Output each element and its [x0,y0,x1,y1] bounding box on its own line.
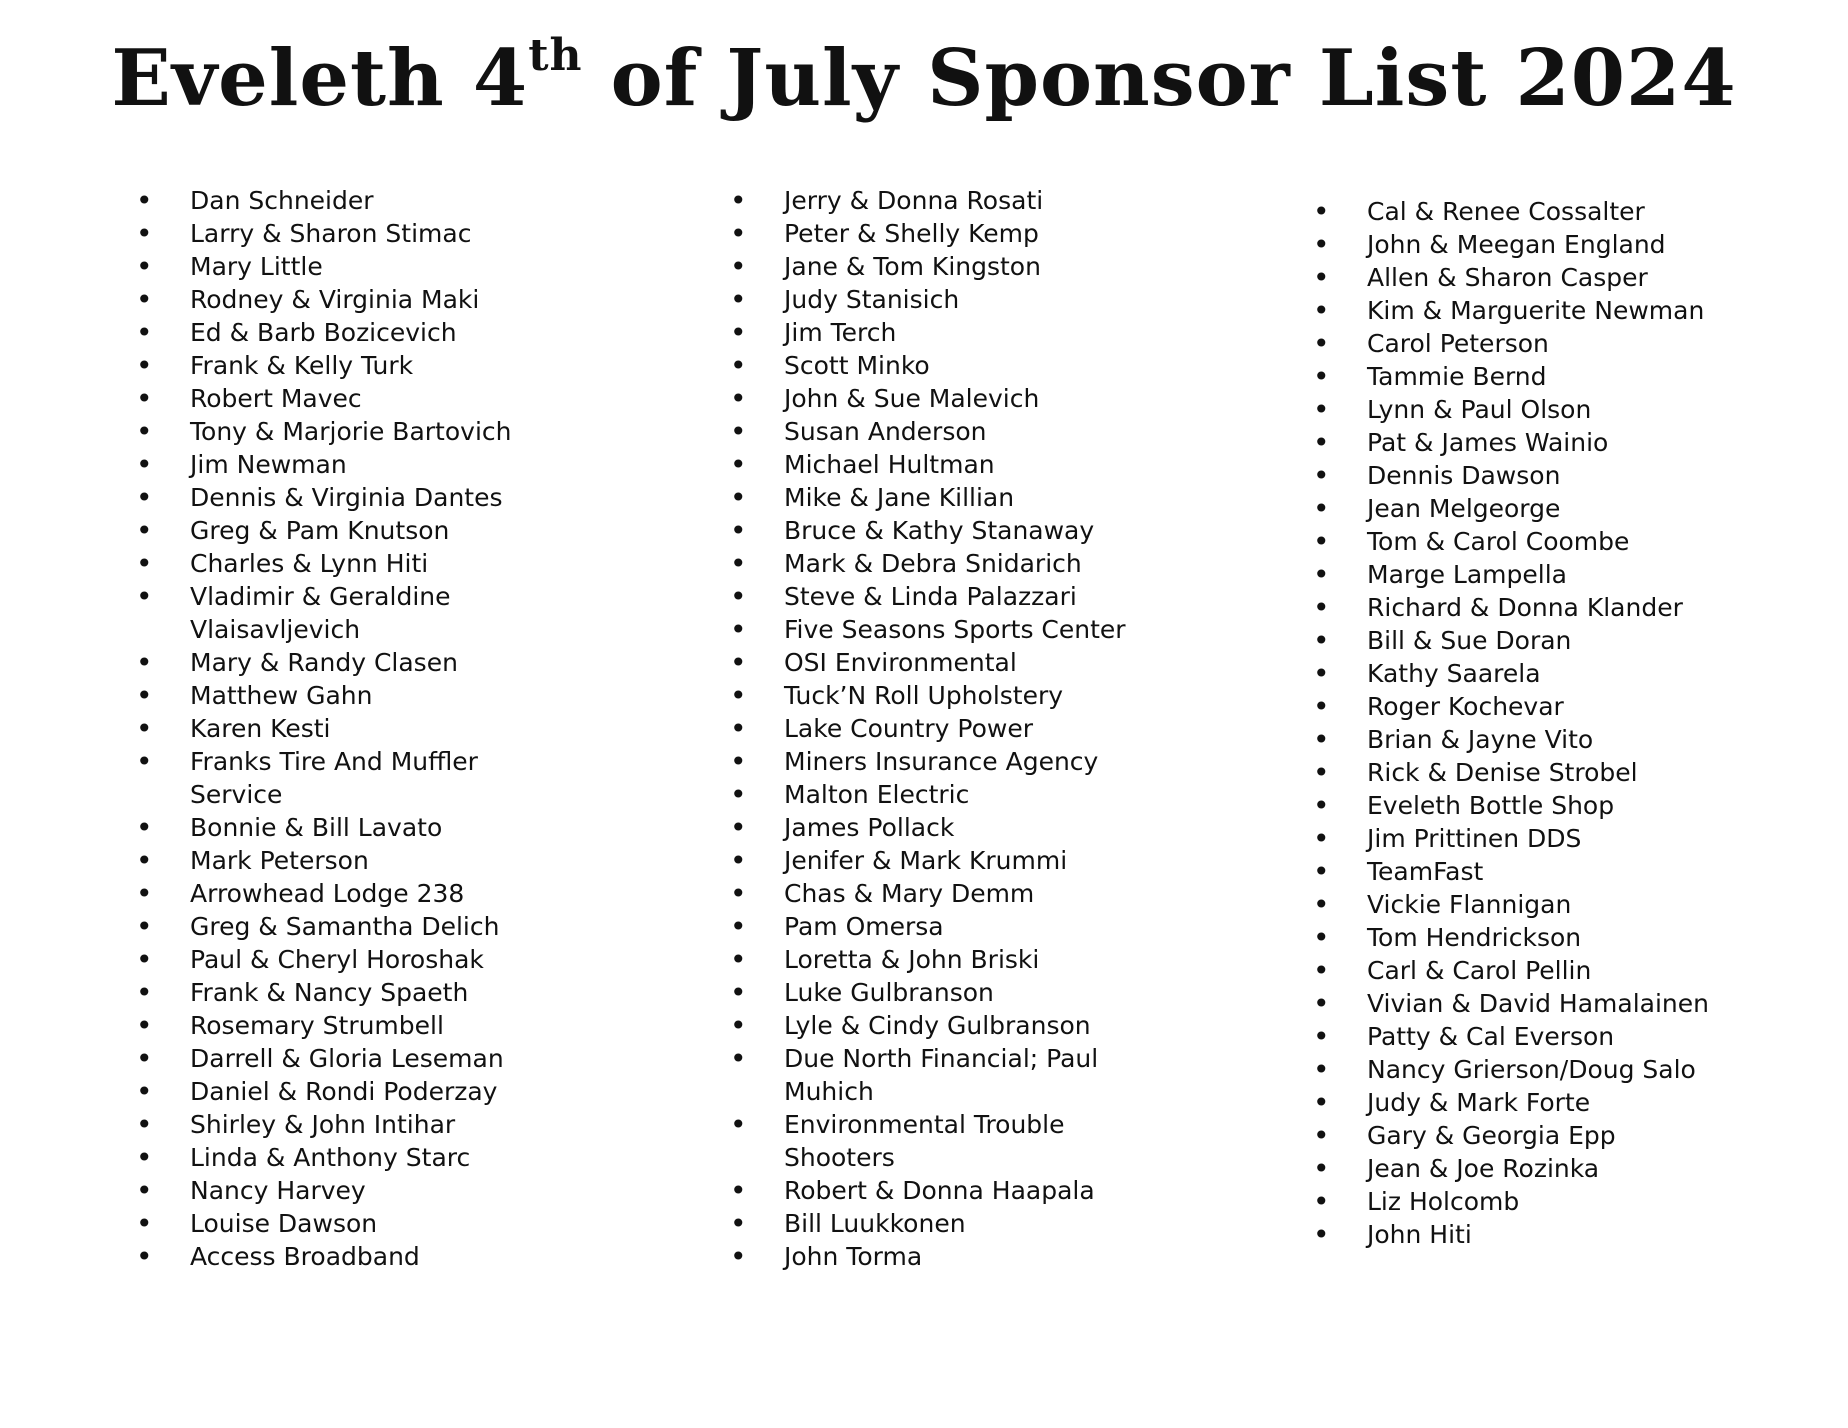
sponsor-list-item: • Tammie Bernd [1313,360,1713,393]
sponsor-list-item: • Environmental Trouble Shooters [730,1108,1130,1174]
page-title [0,30,1848,124]
sponsor-column-1 [136,184,536,1273]
sponsor-list-item: • John & Sue Malevich [730,382,1130,415]
sponsor-list-item: • Lake Country Power [730,712,1130,745]
sponsor-list-item: • Darrell & Gloria Leseman [136,1042,536,1075]
sponsor-list-item: • Chas & Mary Demm [730,877,1130,910]
sponsor-list-item: • Lynn & Paul Olson [1313,393,1713,426]
sponsor-list-item: • Vladimir & Geraldine Vlaisavljevich [136,580,536,646]
sponsor-list-item: • Marge Lampella [1313,558,1713,591]
sponsor-list-item: • Jean Melgeorge [1313,492,1713,525]
sponsor-list-item: • Bill & Sue Doran [1313,624,1713,657]
sponsor-list-item: • Loretta & John Briski [730,943,1130,976]
sponsor-list-item: • Matthew Gahn [136,679,536,712]
sponsor-list-item: • Kathy Saarela [1313,657,1713,690]
sponsor-list-item: • Steve & Linda Palazzari [730,580,1130,613]
sponsor-list-item: • Robert & Donna Haapala [730,1174,1130,1207]
sponsor-list-item: • Rick & Denise Strobel [1313,756,1713,789]
sponsor-list-item: • Franks Tire And Muffler Service [136,745,536,811]
sponsor-list-item: • Greg & Pam Knutson [136,514,536,547]
sponsor-list-item: • Jenifer & Mark Krummi [730,844,1130,877]
title-suffix: of July Sponsor List 2024 [582,33,1737,124]
sponsor-list-item: • Bill Luukkonen [730,1207,1130,1240]
sponsor-list-item: • Malton Electric [730,778,1130,811]
sponsor-list-item: • Tom & Carol Coombe [1313,525,1713,558]
sponsor-list-item: • Mark Peterson [136,844,536,877]
sponsor-column-2 [730,184,1130,1273]
sponsor-list-item: • Tony & Marjorie Bartovich [136,415,536,448]
sponsor-list-item: • Ed & Barb Bozicevich [136,316,536,349]
sponsor-list-item: • Patty & Cal Everson [1313,1020,1713,1053]
sponsor-list-item: • Liz Holcomb [1313,1185,1713,1218]
sponsor-list-item: • Tom Hendrickson [1313,921,1713,954]
sponsor-list-item: • Cal & Renee Cossalter [1313,195,1713,228]
sponsor-list-item: • Gary & Georgia Epp [1313,1119,1713,1152]
sponsor-list-item: • Linda & Anthony Starc [136,1141,536,1174]
title-superscript: th [528,30,583,81]
sponsor-list-item: • Jane & Tom Kingston [730,250,1130,283]
sponsor-list-item: • Miners Insurance Agency [730,745,1130,778]
sponsor-list-item: • Judy Stanisich [730,283,1130,316]
sponsor-list-item: • Dennis & Virginia Dantes [136,481,536,514]
sponsor-list-item: • Judy & Mark Forte [1313,1086,1713,1119]
sponsor-list-item: • Mary & Randy Clasen [136,646,536,679]
sponsor-list-item: • Paul & Cheryl Horoshak [136,943,536,976]
sponsor-list-item: • Nancy Harvey [136,1174,536,1207]
sponsor-list-item: • Eveleth Bottle Shop [1313,789,1713,822]
sponsor-list-item: • Shirley & John Intihar [136,1108,536,1141]
sponsor-list-item: • Greg & Samantha Delich [136,910,536,943]
sponsor-list-item: • Dennis Dawson [1313,459,1713,492]
sponsor-list-item: • Pam Omersa [730,910,1130,943]
sponsor-list-item: • James Pollack [730,811,1130,844]
sponsor-list-item: • Michael Hultman [730,448,1130,481]
sponsor-list-item: • Vivian & David Hamalainen [1313,987,1713,1020]
sponsor-list-item: • Frank & Kelly Turk [136,349,536,382]
sponsor-list-item: • Lyle & Cindy Gulbranson [730,1009,1130,1042]
sponsor-list-item: • Susan Anderson [730,415,1130,448]
sponsor-list-item: • Nancy Grierson/Doug Salo [1313,1053,1713,1086]
sponsor-list-item: • Due North Financial; Paul Muhich [730,1042,1130,1108]
sponsor-list-item: • Louise Dawson [136,1207,536,1240]
sponsor-list-item: • Bruce & Kathy Stanaway [730,514,1130,547]
sponsor-list-item: • Robert Mavec [136,382,536,415]
sponsor-list-item: • Carol Peterson [1313,327,1713,360]
sponsor-list-item: • Peter & Shelly Kemp [730,217,1130,250]
sponsor-list-item: • Jim Newman [136,448,536,481]
sponsor-list-item: • Carl & Carol Pellin [1313,954,1713,987]
sponsor-list-item: • Roger Kochevar [1313,690,1713,723]
sponsor-list-item: • Kim & Marguerite Newman [1313,294,1713,327]
sponsor-list-item: • OSI Environmental [730,646,1130,679]
sponsor-list-item: • Larry & Sharon Stimac [136,217,536,250]
sponsor-list-item: • Bonnie & Bill Lavato [136,811,536,844]
sponsor-list-item: • Jean & Joe Rozinka [1313,1152,1713,1185]
sponsor-list-item: • Mark & Debra Snidarich [730,547,1130,580]
sponsor-list-item: • Daniel & Rondi Poderzay [136,1075,536,1108]
sponsor-list-item: • Five Seasons Sports Center [730,613,1130,646]
title-prefix: Eveleth 4 [111,33,529,124]
sponsor-list-item: • Karen Kesti [136,712,536,745]
sponsor-list-item: • Scott Minko [730,349,1130,382]
sponsor-list-item: • Charles & Lynn Hiti [136,547,536,580]
sponsor-list-item: • Allen & Sharon Casper [1313,261,1713,294]
sponsor-list-item: • Jim Terch [730,316,1130,349]
sponsor-list-item: • Jim Prittinen DDS [1313,822,1713,855]
sponsor-list-item: • Pat & James Wainio [1313,426,1713,459]
sponsor-list-item: • Rosemary Strumbell [136,1009,536,1042]
sponsor-list-item: • Access Broadband [136,1240,536,1273]
sponsor-list-item: • TeamFast [1313,855,1713,888]
sponsor-list-item: • John Hiti [1313,1218,1713,1251]
sponsor-list-item: • Frank & Nancy Spaeth [136,976,536,1009]
sponsor-list-item: • Luke Gulbranson [730,976,1130,1009]
sponsor-list-item: • Vickie Flannigan [1313,888,1713,921]
sponsor-list-item: • Richard & Donna Klander [1313,591,1713,624]
sponsor-column-3 [1313,195,1713,1251]
sponsor-list-item: • John & Meegan England [1313,228,1713,261]
sponsor-list-item: • Rodney & Virginia Maki [136,283,536,316]
sponsor-list-item: • Mary Little [136,250,536,283]
sponsor-list-item: • Tuck’N Roll Upholstery [730,679,1130,712]
sponsor-list-item: • John Torma [730,1240,1130,1273]
sponsor-list-item: • Brian & Jayne Vito [1313,723,1713,756]
sponsor-list-item: • Mike & Jane Killian [730,481,1130,514]
sponsor-list-item: • Dan Schneider [136,184,536,217]
sponsor-list-item: • Jerry & Donna Rosati [730,184,1130,217]
sponsor-list-item: • Arrowhead Lodge 238 [136,877,536,910]
